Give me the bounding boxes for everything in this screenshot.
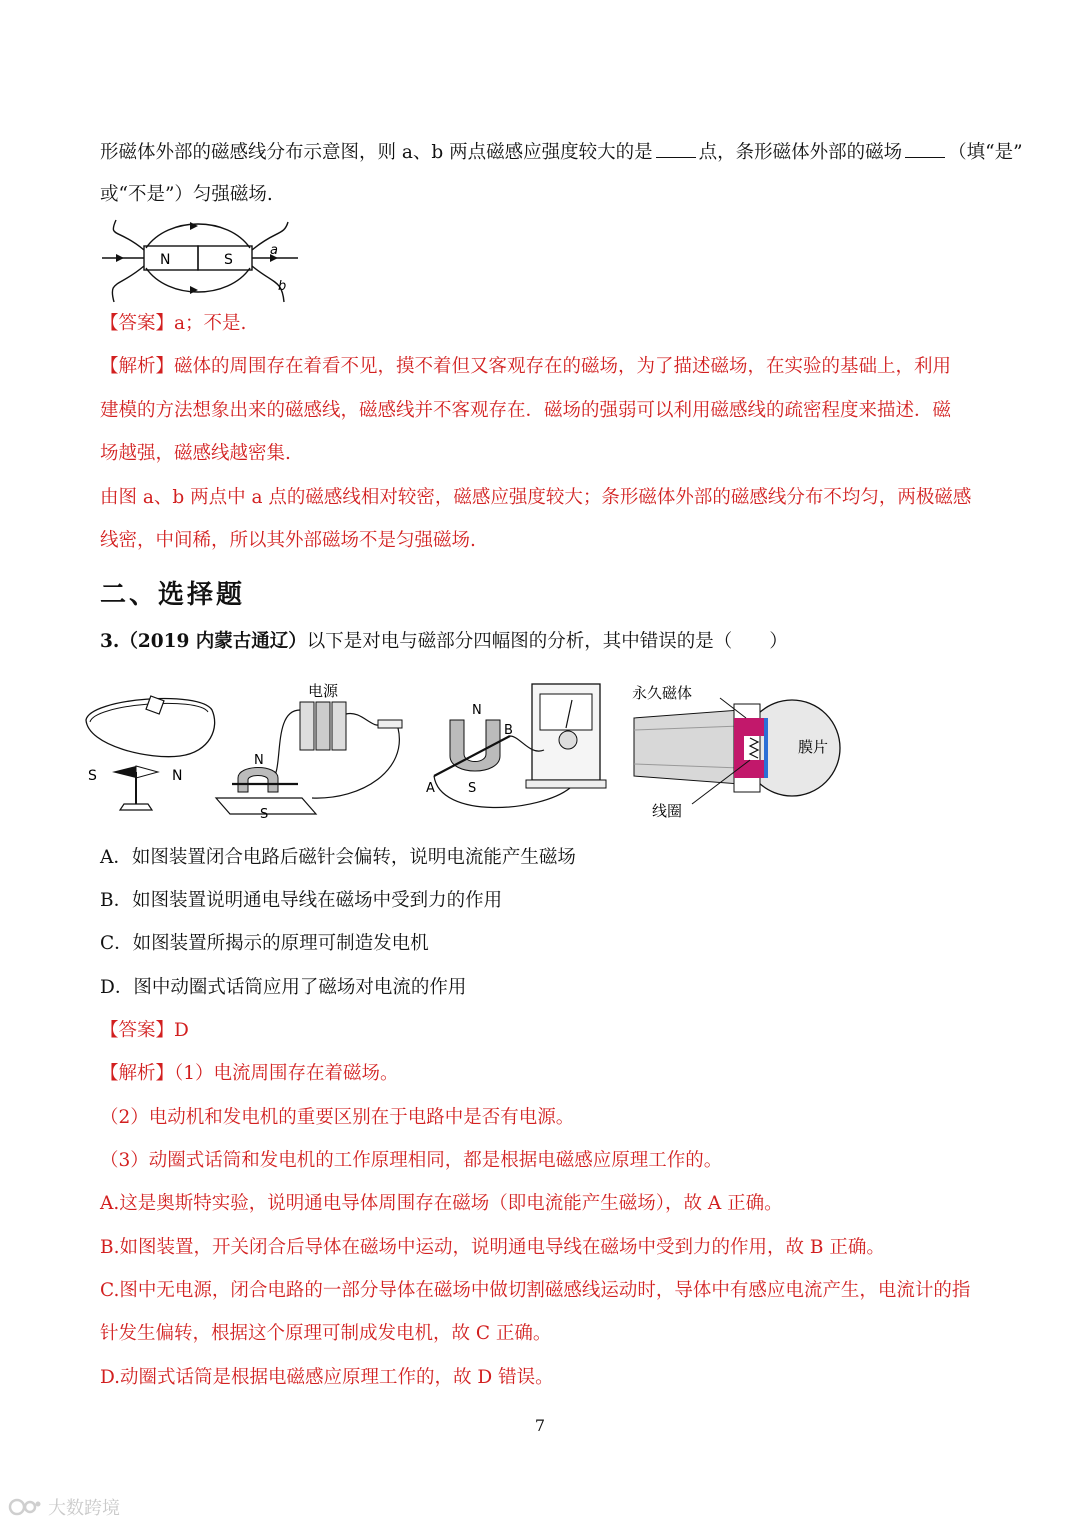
q2-analysis-3: 场越强，磁感线越密集. (100, 443, 291, 464)
option-b: B．如图装置说明通电导线在磁场中受到力的作用 (100, 890, 503, 911)
q2-stem-part-2: 点，条形磁体外部的磁场 (698, 142, 903, 163)
q3-stem-text: 以下是对电与磁部分四幅图的分析，其中错误的是（ ） (306, 631, 788, 652)
q2-stem-part-1: 形磁体外部的磁感线分布示意图，则 a、b 两点磁感应强度较大的是 (100, 142, 653, 163)
q3-number: 3. (100, 631, 120, 652)
q3-answer (100, 1019, 990, 1043)
q2-stem-line-2: 或“不是”）匀强磁场. (100, 184, 273, 205)
q3-analysis-1 (100, 1062, 990, 1086)
motor-principle-figure (212, 680, 412, 820)
option-d: D．图中动圈式话筒应用了磁场对电流的作用 (100, 977, 467, 998)
compass-n-label: N (172, 768, 183, 784)
q2-stem-part-3: （填“是” (948, 142, 1023, 163)
microphone-figure (630, 680, 855, 820)
oersted-figure (80, 692, 220, 822)
q3-analysis-3: （3）动圈式话筒和发电机的工作原理相同，都是根据电磁感应原理工作的。 (100, 1150, 723, 1171)
q3-analysis-8: D.动圈式话筒是根据电磁感应原理工作的，故 D 错误。 (100, 1367, 554, 1388)
compass-s-label: S (88, 768, 97, 784)
answer-blank-1 (656, 139, 696, 158)
q2-analysis-2: 建模的方法想象出来的磁感线，磁感线并不客观存在．磁场的强弱可以利用磁感线的疏密程度来描述．磁 (100, 400, 952, 421)
answer-blank-2 (905, 139, 945, 158)
conductor-b-label: B (504, 723, 513, 738)
coil-label: 线圈 (652, 802, 683, 820)
answer-tag: 【答案】 (100, 1020, 175, 1041)
q2-analysis-4: 由图 a、b 两点中 a 点的磁感线相对较密，磁感应强度较大；条形磁体外部的磁感线分布不均匀，两极磁感 (100, 487, 972, 508)
magnet-n-label: N (160, 252, 171, 268)
membrane-label: 膜片 (798, 738, 829, 756)
q2-analysis-1: 【解析】磁体的周围存在着看不见，摸不着但又客观存在的磁场，为了描述磁场，在实验的基础上，利用 (100, 356, 952, 377)
option-c: C．如图装置所揭示的原理可制造发电机 (100, 933, 429, 954)
power-label: 电源 (308, 682, 339, 700)
bar-magnet-figure (98, 218, 308, 306)
point-a-label: a (270, 243, 278, 258)
option-a: A．如图装置闭合电路后磁针会偏转，说明电流能产生磁场 (100, 847, 576, 868)
analysis-tag: 【解析】 (100, 1063, 175, 1084)
generator-n-label: N (472, 703, 482, 718)
q2-analysis-5: 线密，中间稀，所以其外部磁场不是匀强磁场. (100, 530, 476, 551)
magnet-s-label: S (224, 252, 233, 268)
section-title: 二、选择题 (100, 580, 246, 610)
watermark-text: 大数跨境 (48, 1498, 120, 1519)
conductor-a-label: A (426, 781, 435, 796)
point-b-label: b (278, 279, 287, 294)
q3-analysis-5: B.如图装置，开关闭合后导体在磁场中运动，说明通电导线在磁场中受到力的作用，故 B 正确。 (100, 1237, 885, 1258)
watermark (8, 1494, 120, 1520)
generator-s-label: S (468, 781, 477, 796)
q2-answer: 【答案】a；不是. (100, 313, 247, 334)
page-number: 7 (534, 1416, 546, 1435)
q3-source: （2019 内蒙古通辽） (119, 631, 307, 652)
q2-stem-line-1 (100, 139, 1023, 165)
q3-analysis-2: （2）电动机和发电机的重要区别在于电路中是否有电源。 (100, 1107, 575, 1128)
q3-analysis-4: A.这是奥斯特实验，说明通电导体周围存在磁场（即电流能产生磁场），故 A 正确。 (100, 1193, 783, 1214)
answer-value: D (174, 1020, 189, 1041)
q3-analysis-7: 针发生偏转，根据这个原理可制成发电机，故 C 正确。 (100, 1323, 552, 1344)
q3-analysis-6: C.图中无电源，闭合电路的一部分导体在磁场中做切割磁感线运动时，导体中有感应电流产生，电流计的指 (100, 1280, 971, 1301)
motor-s-label: S (260, 807, 269, 820)
motor-n-label: N (254, 753, 264, 768)
generator-principle-figure (420, 680, 620, 820)
permanent-magnet-label: 永久磁体 (632, 684, 693, 702)
q3-stem (100, 630, 990, 654)
analysis-text-1: （1）电流周围存在着磁场。 (174, 1063, 399, 1084)
watermark-logo-icon (8, 1496, 42, 1518)
